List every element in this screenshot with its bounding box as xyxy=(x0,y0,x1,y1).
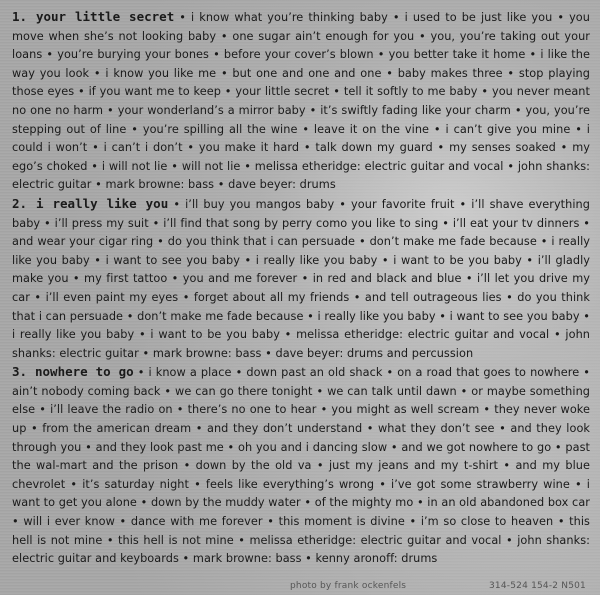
track-2-text: • i’ll buy you mangos baby • your favorite fruit • i’ll shave everything baby • i’ll press my suit • i’ll find that song by perry como you like to sing • i’ll eat your tv dinners • and wear your cigar ring • do you think that i can persuade • don’t make me fade because • i really like you baby • i want to see you baby • i really like you baby • i want to be you baby • i’ll gladly make you • my first tattoo • you and me forever • in red and black and blue • i’ll let you drive my car • i’ll even paint my eyes • forget about all my friends • and tell outrageous lies • do you think that i can persuade • don’t make me fade because • i really like you baby • i want to see you baby • i really like you baby • i want to be you baby • melissa etheridge: electric guitar and vocal • john shanks: electric guitar • mark browne: bass • dave beyer: drums and percussion xyxy=(12,197,590,360)
track-1-text: • i know what you’re thinking baby • i used to be just like you • you move when she’s not looking baby • one sugar ain’t enough for you • you, you’re taking out your loans • you’re burying your bones • before your cover’s blown • you better take it home • i like the way you look • i know you like me • but one and one and one • baby makes three • stop playing those eyes • if you want me to keep • your little secret • tell it softly to me baby • you never meant no one no harm • your wonderland’s a mirror baby • it’s swiftly fading like your charm • you, you’re stepping out of line • you’re spilling all the wine • leave it on the vine • i can’t give you mine • i could i won’t • i can’t i don’t • you make it hard • talk down my guard • my senses soaked • my ego’s choked • i will not lie • will not lie • melissa etheridge: electric guitar and vocal • john shanks: electric guitar • mark browne: bass • dave beyer: drums xyxy=(12,11,590,192)
track-3-lyrics xyxy=(12,363,590,569)
footer xyxy=(0,577,600,595)
track-2-lyrics xyxy=(12,195,590,363)
track-2-title: 2. i really like you xyxy=(12,195,169,211)
track-1-lyrics xyxy=(12,8,590,195)
catalog-number: 314-524 154-2 N501 xyxy=(489,581,586,591)
track-3-text: • i know a place • down past an old shack • on a road that goes to nowhere • ain’t nobody coming back • we can go there tonight • we can talk until dawn • or maybe something else • i’ll leave the radio on • there’s no one to hear • you might as well scream • they never woke up • from the american dream • and they don’t understand • what they don’t see • and they look through you • and they look past me • oh you and i dancing slow • and we got nowhere to go • past the wal-mart and the prison • down by the old va • just my jeans and my t-shirt • and my blue chevrolet • it’s saturday night • feels like everything’s wrong • i’ve got some strawberry wine • i want to get you alone • down by the muddy water • of the mighty mo • in an old abandoned box car • will i ever know • dance with me forever • this moment is divine • i’m so close to heaven • this hell is not mine • this hell is not mine • melissa etheridge: electric guitar and vocal • john shanks: electric guitar and keyboards • mark browne: bass • kenny aronoff: drums xyxy=(12,366,590,566)
track-3-title: 3. nowhere to go xyxy=(12,364,134,380)
track-1-title: 1. your little secret xyxy=(12,9,175,24)
photo-credit: photo by frank ockenfels xyxy=(290,581,407,591)
